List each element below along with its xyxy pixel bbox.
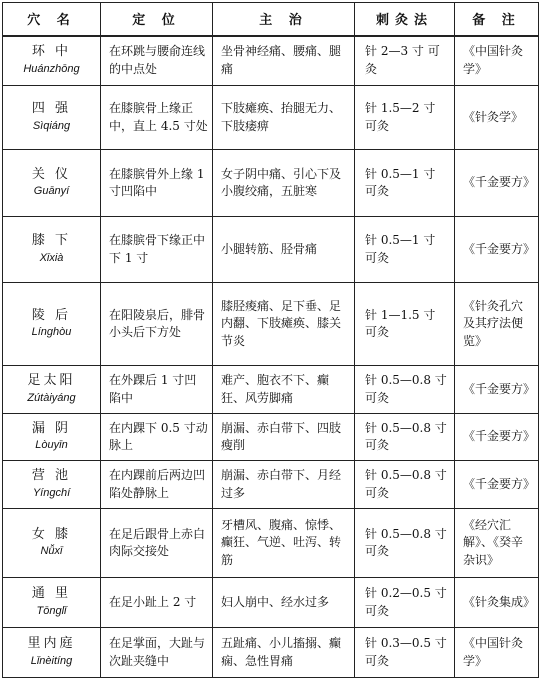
table-row bbox=[3, 509, 539, 578]
acumox-cell: 针 0.5—0.8 寸 可灸 bbox=[355, 414, 455, 461]
table-row bbox=[3, 578, 539, 628]
acupoint-pinyin: Línghòu bbox=[31, 326, 72, 339]
acupoint-name: 女 膝 bbox=[31, 526, 72, 542]
table-row bbox=[3, 217, 539, 283]
acupoint-pinyin: Huánzhōng bbox=[23, 63, 80, 76]
indication-cell: 下肢瘫痪、抬腿无力、下肢痿痹 bbox=[213, 86, 355, 150]
acupoint-name: 陵 后 bbox=[31, 307, 72, 323]
table-row bbox=[3, 628, 539, 678]
indication-cell: 崩漏、赤白带下、月经过多 bbox=[213, 461, 355, 509]
acumox-cell: 针 0.5—0.8 寸 可灸 bbox=[355, 509, 455, 578]
location-cell: 在膝膑骨上缘正中，直上 4.5 寸处 bbox=[101, 86, 213, 150]
acumox-cell: 针 0.5—1 寸 可灸 bbox=[355, 217, 455, 283]
table-row bbox=[3, 150, 539, 217]
acumox-cell: 针 0.5—0.8 寸 可灸 bbox=[355, 366, 455, 414]
acumox-cell: 针 0.5—0.8 寸 可灸 bbox=[355, 461, 455, 509]
header-acumox: 刺灸法 bbox=[355, 3, 455, 36]
acumox-cell: 针 1—1.5 寸 可灸 bbox=[355, 283, 455, 366]
acupoint-pinyin: Tōnglǐ bbox=[36, 604, 67, 617]
indication-cell: 难产、胞衣不下、癫狂、风劳脚痛 bbox=[213, 366, 355, 414]
acumox-cell: 针 0.5—1 寸 可灸 bbox=[355, 150, 455, 217]
note-cell: 《针灸学》 bbox=[455, 86, 539, 150]
acupoint-pinyin: Guānyí bbox=[33, 185, 70, 198]
acupoint-pinyin: Yíngchí bbox=[32, 486, 71, 499]
acupoint-name: 足太阳 bbox=[27, 373, 76, 389]
table-row bbox=[3, 86, 539, 150]
note-cell: 《千金要方》 bbox=[455, 366, 539, 414]
note-cell: 《千金要方》 bbox=[455, 150, 539, 217]
acupoint-name: 漏 阴 bbox=[31, 420, 72, 436]
table-row bbox=[3, 36, 539, 86]
location-cell: 在环跳与腰俞连线的中点处 bbox=[101, 36, 213, 86]
table-row bbox=[3, 283, 539, 366]
acupoint-table bbox=[2, 2, 539, 678]
location-cell: 在内踝前后两边凹陷处静脉上 bbox=[101, 461, 213, 509]
indication-cell: 牙槽风、腹痛、惊悸、癫狂、气逆、吐泻、转筋 bbox=[213, 509, 355, 578]
location-cell: 在阳陵泉后，腓骨小头后下方处 bbox=[101, 283, 213, 366]
indication-cell: 小腿转筋、胫骨痛 bbox=[213, 217, 355, 283]
acupoint-pinyin: Lǐnèitíng bbox=[30, 654, 73, 667]
header-row bbox=[3, 3, 539, 36]
location-cell: 在外踝后 1 寸凹陷中 bbox=[101, 366, 213, 414]
location-cell: 在内踝下 0.5 寸动脉上 bbox=[101, 414, 213, 461]
note-cell: 《中国针灸学》 bbox=[455, 628, 539, 678]
note-cell: 《中国针灸学》 bbox=[455, 36, 539, 86]
acupoint-pinyin: Xīxià bbox=[39, 251, 64, 264]
acupoint-name-cell bbox=[3, 628, 101, 678]
note-cell: 《千金要方》 bbox=[455, 414, 539, 461]
acupoint-pinyin: Zútàiyáng bbox=[27, 391, 76, 404]
acupoint-name-cell bbox=[3, 461, 101, 509]
header-name: 穴 名 bbox=[3, 3, 101, 36]
header-indication: 主 治 bbox=[213, 3, 355, 36]
indication-cell: 崩漏、赤白带下、四肢瘦削 bbox=[213, 414, 355, 461]
table-row bbox=[3, 414, 539, 461]
acupoint-name: 关 仪 bbox=[31, 166, 72, 182]
location-cell: 在膝膑骨下缘正中下 1 寸 bbox=[101, 217, 213, 283]
table-row bbox=[3, 461, 539, 509]
indication-cell: 女子阴中痛、引心下及小腹绞痛，五脏寒 bbox=[213, 150, 355, 217]
indication-cell: 膝胫痠痛、足下垂、足内翻、下肢瘫痪、膝关节炎 bbox=[213, 283, 355, 366]
acupoint-name-cell bbox=[3, 414, 101, 461]
note-cell: 《针灸集成》 bbox=[455, 578, 539, 628]
acupoint-name-cell bbox=[3, 578, 101, 628]
acupoint-name-cell bbox=[3, 150, 101, 217]
acumox-cell: 针 2—3 寸 可灸 bbox=[355, 36, 455, 86]
location-cell: 在足后跟骨上赤白肉际交接处 bbox=[101, 509, 213, 578]
note-cell: 《针灸孔穴及其疗法便览》 bbox=[455, 283, 539, 366]
header-location: 定 位 bbox=[101, 3, 213, 36]
acumox-cell: 针 0.3—0.5 寸 可灸 bbox=[355, 628, 455, 678]
location-cell: 在足小趾上 2 寸 bbox=[101, 578, 213, 628]
indication-cell: 五趾痛、小儿搐搦、癫痫、急性胃痛 bbox=[213, 628, 355, 678]
indication-cell: 坐骨神经痛、腰痛、腿痛 bbox=[213, 36, 355, 86]
acupoint-name: 四 强 bbox=[31, 101, 72, 117]
acupoint-name-cell bbox=[3, 283, 101, 366]
location-cell: 在膝膑骨外上缘 1 寸凹陷中 bbox=[101, 150, 213, 217]
acupoint-pinyin: Lòuyīn bbox=[35, 439, 68, 452]
acupoint-name-cell bbox=[3, 509, 101, 578]
acupoint-pinyin: Nǚxī bbox=[40, 545, 63, 558]
acupoint-name: 里内庭 bbox=[27, 636, 76, 652]
note-cell: 《千金要方》 bbox=[455, 461, 539, 509]
table-row bbox=[3, 366, 539, 414]
acupoint-name: 膝 下 bbox=[31, 233, 72, 249]
acupoint-name: 环 中 bbox=[31, 44, 72, 60]
acupoint-name-cell bbox=[3, 36, 101, 86]
location-cell: 在足掌面，大趾与次趾夹缝中 bbox=[101, 628, 213, 678]
acupoint-name-cell bbox=[3, 366, 101, 414]
acupoint-name: 营 池 bbox=[31, 468, 72, 484]
note-cell: 《千金要方》 bbox=[455, 217, 539, 283]
acupoint-name: 通 里 bbox=[31, 586, 72, 602]
indication-cell: 妇人崩中、经水过多 bbox=[213, 578, 355, 628]
acumox-cell: 针 1.5—2 寸 可灸 bbox=[355, 86, 455, 150]
acupoint-pinyin: Sìqiáng bbox=[32, 119, 71, 132]
acupoint-name-cell bbox=[3, 217, 101, 283]
note-cell: 《经穴汇解》、《癸辛杂识》 bbox=[455, 509, 539, 578]
acumox-cell: 针 0.2—0.5 寸 可灸 bbox=[355, 578, 455, 628]
header-note: 备 注 bbox=[455, 3, 539, 36]
acupoint-name-cell bbox=[3, 86, 101, 150]
